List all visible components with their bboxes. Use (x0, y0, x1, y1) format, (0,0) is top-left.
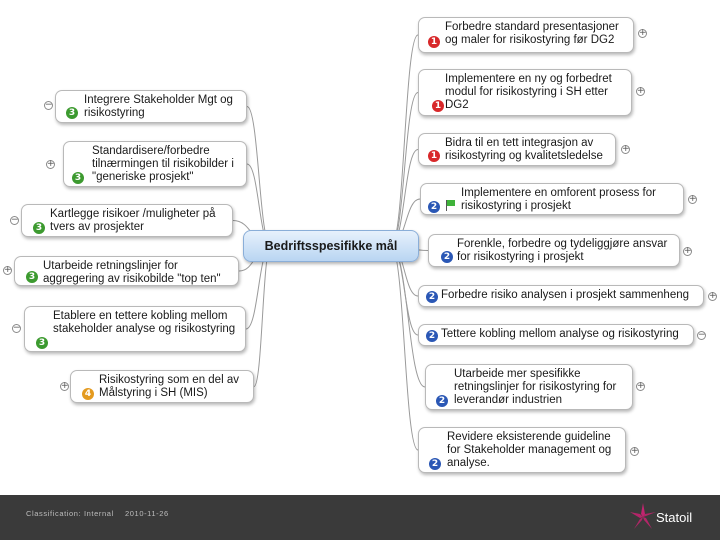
statoil-logo (628, 501, 698, 533)
priority-3-icon: 3 (72, 172, 84, 184)
mindmap-node-l5[interactable] (24, 306, 246, 352)
collapse-toggle-icon[interactable]: − (698, 330, 706, 340)
node-text: Standardisere/forbedre tilnærmingen til risikobilder i "generiske prosjekt" (92, 145, 234, 183)
date-label: 2010-11-26 (125, 509, 169, 518)
priority-3-icon: 3 (36, 337, 48, 349)
expand-toggle-icon[interactable]: + (4, 265, 12, 275)
node-text: Forbedre risiko analysen i prosjekt sammenheng (441, 289, 690, 301)
connector-l6 (254, 246, 271, 387)
priority-2-icon: 2 (428, 201, 440, 213)
node-text: Forenkle, forbedre og tydeliggjøre ansvar for risikostyring i prosjekt (457, 238, 668, 263)
green-flag-icon (446, 200, 455, 211)
node-text: Implementere en ny og forbedret modul for risikostyring i SH etter DG2 (445, 73, 612, 111)
central-topic[interactable]: Bedriftsspesifikke mål (243, 230, 419, 262)
priority-2-icon: 2 (436, 395, 448, 407)
connector-r8 (391, 246, 425, 387)
node-text: Integrere Stakeholder Mgt og risikostyring (84, 94, 233, 119)
priority-4-icon: 4 (82, 388, 94, 400)
node-text: Forbedre standard presentasjoner og maler for risikostyring før DG2 (445, 21, 619, 46)
mindmap-node-l3[interactable] (21, 204, 233, 237)
priority-2-icon: 2 (429, 458, 441, 470)
priority-1-icon: 1 (428, 150, 440, 162)
expand-toggle-icon[interactable]: + (631, 446, 639, 456)
node-text: Utarbeide mer spesifikke retningslinjer for risikostyring for leverandør industrien (454, 368, 617, 406)
mindmap-node-l6[interactable] (70, 370, 254, 403)
mindmap-node-l4[interactable] (14, 256, 239, 286)
node-text: Utarbeide retningslinjer for aggregering av risikobilde "top ten" (43, 260, 221, 285)
connector-r9 (391, 246, 418, 450)
priority-3-icon: 3 (33, 222, 45, 234)
mindmap-node-r9[interactable] (418, 427, 626, 473)
node-text: Implementere en omforent prosess for risikostyring i prosjekt (461, 187, 656, 212)
mindmap-node-l1[interactable] (55, 90, 247, 123)
node-text: Bidra til en tett integrasjon av risikostyring og kvalitetsledelse (445, 137, 603, 162)
priority-2-icon: 2 (441, 251, 453, 263)
expand-toggle-icon[interactable]: + (684, 246, 692, 256)
collapse-toggle-icon[interactable]: − (11, 215, 19, 225)
priority-2-icon: 2 (426, 291, 438, 303)
expand-toggle-icon[interactable]: + (622, 144, 630, 154)
node-text: Kartlegge risikoer /muligheter på tvers av prosjekter (50, 208, 216, 233)
slide-footer (0, 495, 720, 540)
connector-r2 (391, 93, 418, 247)
mindmap-node-l2[interactable] (63, 141, 247, 187)
mindmap-node-r5[interactable] (428, 234, 680, 267)
mindmap-node-r7[interactable] (418, 324, 694, 346)
connector-r1 (391, 35, 418, 246)
expand-toggle-icon[interactable]: + (709, 291, 717, 301)
classification-label: Classification: Internal (26, 509, 114, 518)
mindmap-node-r3[interactable] (418, 133, 616, 166)
expand-toggle-icon[interactable]: + (637, 381, 645, 391)
node-text: Tettere kobling mellom analyse og risikostyring (441, 328, 679, 340)
priority-1-icon: 1 (428, 36, 440, 48)
collapse-toggle-icon[interactable]: − (13, 323, 21, 333)
collapse-toggle-icon[interactable]: − (45, 100, 53, 110)
mindmap-node-r8[interactable] (425, 364, 633, 410)
expand-toggle-icon[interactable]: + (637, 86, 645, 96)
expand-toggle-icon[interactable]: + (61, 381, 69, 391)
connector-l1 (247, 107, 271, 247)
star-logo-icon (628, 501, 658, 533)
mindmap-node-r4[interactable] (420, 183, 684, 215)
node-text: Etablere en tettere kobling mellom stakeholder analyse og risikostyring (53, 310, 236, 335)
node-text: Risikostyring som en del av Målstyring i SH (MIS) (99, 374, 239, 399)
mindmap-node-r1[interactable] (418, 17, 634, 53)
mindmap-node-r6[interactable] (418, 285, 704, 307)
expand-toggle-icon[interactable]: + (689, 194, 697, 204)
priority-1-icon: 1 (432, 100, 444, 112)
priority-2-icon: 2 (426, 330, 438, 342)
priority-3-icon: 3 (26, 271, 38, 283)
priority-3-icon: 3 (66, 107, 78, 119)
node-text: Revidere eksisterende guideline for Stakeholder management og analyse. (447, 431, 612, 469)
mindmap-node-r2[interactable] (418, 69, 632, 116)
expand-toggle-icon[interactable]: + (639, 28, 647, 38)
brand-name: Statoil (656, 510, 693, 525)
expand-toggle-icon[interactable]: + (47, 159, 55, 169)
